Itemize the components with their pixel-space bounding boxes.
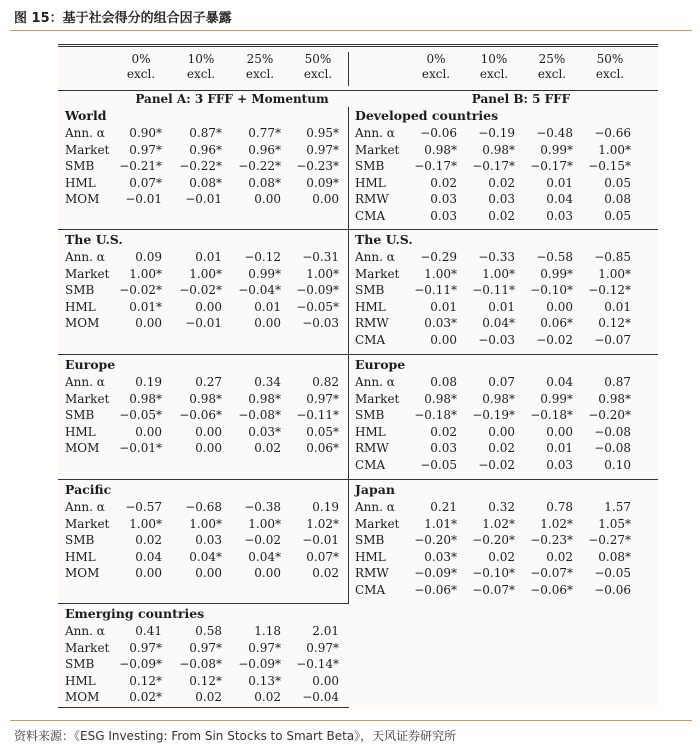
table-cell: 1.00* bbox=[598, 142, 631, 157]
table-cell: 0.12* bbox=[189, 673, 222, 688]
column-header: 50% excl. bbox=[595, 52, 625, 81]
row-label: SMB bbox=[65, 283, 95, 298]
table-cell: 0.87 bbox=[604, 375, 631, 389]
table-cell: 1.00* bbox=[306, 266, 339, 281]
row-label: RMW bbox=[355, 316, 389, 331]
row-label: MOM bbox=[65, 441, 100, 456]
table-cell: 0.98* bbox=[424, 142, 457, 157]
panel-b-title: Panel B: 5 FFF bbox=[471, 92, 571, 106]
region-heading: Developed countries bbox=[355, 108, 499, 123]
table-cell: 0.12* bbox=[598, 316, 631, 331]
row-label: Market bbox=[65, 142, 110, 157]
row-label: HML bbox=[355, 549, 386, 564]
table-cell: −0.08* bbox=[238, 408, 281, 423]
row-label: MOM bbox=[65, 192, 100, 207]
table-cell: 0.00 bbox=[488, 424, 515, 439]
region-heading: World bbox=[65, 108, 107, 123]
column-header: 0% excl. bbox=[421, 52, 451, 81]
table-cell: −0.02* bbox=[119, 283, 162, 298]
table-cell: −0.06 bbox=[420, 126, 457, 140]
column-header: 0% excl. bbox=[126, 52, 156, 81]
table-cell: 0.02 bbox=[488, 441, 515, 456]
table-cell: 0.03* bbox=[424, 549, 457, 564]
table-cell: −0.18* bbox=[530, 408, 573, 423]
table-cell: 0.98* bbox=[189, 391, 222, 406]
row-label: Market bbox=[355, 391, 400, 406]
table-cell: 0.98* bbox=[248, 391, 281, 406]
table-cell: 0.87* bbox=[189, 126, 222, 140]
table-cell: 0.97* bbox=[189, 640, 222, 655]
table-cell: 0.99* bbox=[540, 391, 573, 406]
table-cell: 0.96* bbox=[189, 142, 222, 157]
region-heading: The U.S. bbox=[355, 232, 413, 247]
table-cell: 0.21 bbox=[430, 500, 457, 514]
row-label: Ann. α bbox=[355, 250, 395, 264]
table-cell: 0.04 bbox=[546, 375, 573, 389]
table-cell: 0.00 bbox=[195, 299, 222, 314]
table-rule bbox=[58, 46, 658, 47]
row-label: Ann. α bbox=[355, 375, 395, 389]
region-heading: Europe bbox=[355, 357, 406, 372]
table-cell: 0.02 bbox=[430, 175, 457, 190]
table-cell: 0.00 bbox=[312, 673, 339, 688]
table-cell: 0.77* bbox=[248, 126, 281, 140]
table-cell: 1.00* bbox=[189, 266, 222, 281]
table-cell: −0.19 bbox=[478, 126, 515, 140]
table-cell: 0.02 bbox=[546, 549, 573, 564]
region-heading: Emerging countries bbox=[65, 606, 205, 621]
table-cell: −0.01 bbox=[185, 316, 222, 331]
title-rule bbox=[10, 30, 692, 31]
table-cell: 0.00 bbox=[430, 333, 457, 347]
table-cell: −0.17* bbox=[530, 159, 573, 174]
table-cell: −0.15* bbox=[588, 159, 631, 174]
row-label: RMW bbox=[355, 192, 389, 207]
table-cell: −0.21* bbox=[119, 159, 162, 174]
table-cell: 1.00* bbox=[248, 516, 281, 531]
table-cell: 0.09* bbox=[306, 175, 339, 190]
watermark bbox=[405, 537, 695, 563]
table-cell: −0.06* bbox=[414, 583, 457, 597]
figure-title: 图 15：基于社会得分的组合因子暴露 bbox=[14, 11, 232, 26]
row-label: SMB bbox=[355, 408, 385, 423]
table-cell: 0.01 bbox=[430, 299, 457, 314]
table-cell: 0.01 bbox=[488, 299, 515, 314]
table-cell: −0.23* bbox=[296, 159, 339, 174]
table-cell: −0.12* bbox=[588, 283, 631, 298]
table-cell: −0.11* bbox=[472, 283, 515, 298]
table-cell: −0.22* bbox=[238, 159, 281, 174]
table-cell: 0.58 bbox=[195, 624, 222, 638]
table-rule bbox=[58, 229, 658, 230]
table-cell: −0.12 bbox=[244, 250, 281, 264]
table-cell: −0.02 bbox=[536, 333, 573, 347]
row-label: RMW bbox=[355, 441, 389, 456]
table-cell: −0.85 bbox=[594, 250, 631, 264]
table-cell: 0.97* bbox=[306, 391, 339, 406]
table-cell: 0.99* bbox=[540, 142, 573, 157]
table-cell: 0.02 bbox=[430, 424, 457, 439]
table-cell: 0.08* bbox=[248, 175, 281, 190]
table-cell: −0.01 bbox=[125, 192, 162, 207]
table-cell: 0.02 bbox=[488, 549, 515, 564]
table-cell: −0.05 bbox=[420, 458, 457, 472]
row-label: HML bbox=[65, 424, 96, 439]
table-cell: 0.00 bbox=[254, 566, 281, 581]
row-label: HML bbox=[65, 673, 96, 688]
table-cell: 0.01 bbox=[546, 175, 573, 190]
table-cell: −0.09* bbox=[414, 566, 457, 581]
table-cell: −0.01 bbox=[185, 192, 222, 207]
table-cell: 0.10 bbox=[604, 458, 631, 472]
table-cell: −0.01* bbox=[119, 441, 162, 456]
row-label: SMB bbox=[65, 657, 95, 672]
table-cell: 0.98* bbox=[482, 142, 515, 157]
row-label: Ann. α bbox=[65, 624, 105, 638]
table-cell: −0.07* bbox=[530, 566, 573, 581]
row-label: SMB bbox=[65, 533, 95, 548]
region-heading: The U.S. bbox=[65, 232, 123, 247]
table-cell: −0.09* bbox=[296, 283, 339, 298]
table-cell: 0.07* bbox=[306, 549, 339, 564]
table-cell: 1.00* bbox=[189, 516, 222, 531]
table-cell: 0.03* bbox=[424, 316, 457, 331]
row-label: Market bbox=[65, 391, 110, 406]
table-cell: 0.99* bbox=[540, 266, 573, 281]
table-cell: 0.98* bbox=[598, 391, 631, 406]
row-label: HML bbox=[355, 299, 386, 314]
row-label: Market bbox=[65, 640, 110, 655]
table-cell: −0.06* bbox=[179, 408, 222, 423]
table-cell: 0.00 bbox=[546, 299, 573, 314]
table-cell: 0.05* bbox=[306, 424, 339, 439]
table-cell: 1.18 bbox=[254, 624, 281, 638]
row-label: Ann. α bbox=[355, 126, 395, 140]
table-cell: 0.01 bbox=[254, 299, 281, 314]
table-cell: 0.00 bbox=[312, 192, 339, 207]
table-cell: 0.07* bbox=[129, 175, 162, 190]
row-label: SMB bbox=[65, 159, 95, 174]
row-label: Ann. α bbox=[65, 375, 105, 389]
table-cell: −0.03 bbox=[478, 333, 515, 347]
table-cell: −0.01 bbox=[302, 533, 339, 548]
table-cell: −0.02 bbox=[478, 458, 515, 472]
column-header: 25% excl. bbox=[537, 52, 567, 81]
table-cell: −0.27* bbox=[588, 533, 631, 548]
table-cell: 0.00 bbox=[135, 566, 162, 581]
row-label: MOM bbox=[65, 566, 100, 581]
row-label: HML bbox=[65, 299, 96, 314]
table-cell: −0.07 bbox=[594, 333, 631, 347]
table-cell: −0.11* bbox=[414, 283, 457, 298]
table-cell: −0.03 bbox=[302, 316, 339, 331]
row-label: HML bbox=[355, 175, 386, 190]
source-rule bbox=[10, 720, 692, 721]
table-cell: 0.04* bbox=[248, 549, 281, 564]
table-cell: 0.97* bbox=[306, 640, 339, 655]
row-label: Ann. α bbox=[65, 250, 105, 264]
row-label: Ann. α bbox=[65, 500, 105, 514]
table-cell: −0.02 bbox=[244, 533, 281, 548]
table-cell: 1.02* bbox=[482, 516, 515, 531]
table-cell: −0.10* bbox=[530, 283, 573, 298]
row-label: MOM bbox=[65, 690, 100, 705]
table-cell: −0.17* bbox=[472, 159, 515, 174]
table-cell: 0.97* bbox=[248, 640, 281, 655]
row-label: Ann. α bbox=[65, 126, 105, 140]
table-cell: 0.98* bbox=[129, 391, 162, 406]
table-cell: −0.14* bbox=[296, 657, 339, 672]
column-header: 10% excl. bbox=[479, 52, 509, 81]
table-cell: 0.00 bbox=[254, 192, 281, 207]
panel-divider bbox=[348, 52, 349, 86]
table-rule bbox=[58, 479, 658, 480]
table-cell: 0.08* bbox=[189, 175, 222, 190]
table-cell: −0.07* bbox=[472, 583, 515, 597]
row-label: SMB bbox=[65, 408, 95, 423]
table-cell: 0.19 bbox=[135, 375, 162, 389]
row-label: SMB bbox=[355, 283, 385, 298]
region-heading: Pacific bbox=[65, 482, 112, 497]
table-cell: −0.08 bbox=[594, 424, 631, 439]
table-cell: 0.97* bbox=[129, 142, 162, 157]
column-header: 25% excl. bbox=[245, 52, 275, 81]
table-cell: −0.05* bbox=[119, 408, 162, 423]
table-cell: −0.22* bbox=[179, 159, 222, 174]
panel-divider bbox=[348, 107, 349, 603]
table-cell: 0.02 bbox=[312, 566, 339, 581]
figure-source: 资料来源：《ESG Investing: From Sin Stocks to Smart Beta》，天风证券研究所 bbox=[14, 729, 457, 743]
table-cell: −0.09* bbox=[119, 657, 162, 672]
table-cell: −0.11* bbox=[296, 408, 339, 423]
row-label: Market bbox=[355, 266, 400, 281]
table-cell: −0.02* bbox=[179, 283, 222, 298]
table-cell: 0.05 bbox=[604, 209, 631, 223]
table-cell: 1.01* bbox=[424, 516, 457, 531]
table-cell: 0.03 bbox=[488, 192, 515, 207]
table-cell: −0.68 bbox=[185, 500, 222, 514]
table-cell: 0.08 bbox=[430, 375, 457, 389]
panel-a-title: Panel A: 3 FFF + Momentum bbox=[135, 92, 329, 106]
table-rule bbox=[58, 44, 658, 45]
table-cell: −0.04 bbox=[302, 690, 339, 705]
row-label: MOM bbox=[65, 316, 100, 331]
table-cell: 0.13* bbox=[248, 673, 281, 688]
table-cell: 0.03* bbox=[248, 424, 281, 439]
table-cell: −0.33 bbox=[478, 250, 515, 264]
table-cell: −0.08 bbox=[594, 441, 631, 456]
table-cell: −0.04* bbox=[238, 283, 281, 298]
table-cell: 0.90* bbox=[129, 126, 162, 140]
table-cell: 0.02 bbox=[254, 441, 281, 456]
table-cell: 0.02* bbox=[129, 690, 162, 705]
table-cell: 0.02 bbox=[254, 690, 281, 705]
table-cell: 1.00* bbox=[598, 266, 631, 281]
table-cell: 0.03 bbox=[430, 192, 457, 207]
table-cell: 0.01 bbox=[195, 250, 222, 264]
table-cell: 0.97* bbox=[129, 640, 162, 655]
table-cell: 0.01* bbox=[129, 299, 162, 314]
row-label: RMW bbox=[355, 566, 389, 581]
table-cell: 0.09 bbox=[135, 250, 162, 264]
table-cell: −0.48 bbox=[536, 126, 573, 140]
column-header: 10% excl. bbox=[186, 52, 216, 81]
table-cell: 0.78 bbox=[546, 500, 573, 514]
row-label: Market bbox=[65, 266, 110, 281]
table-cell: −0.05 bbox=[594, 566, 631, 581]
table-cell: 0.34 bbox=[254, 375, 281, 389]
table-cell: 0.00 bbox=[254, 316, 281, 331]
table-cell: 0.00 bbox=[135, 316, 162, 331]
table-cell: −0.38 bbox=[244, 500, 281, 514]
table-cell: 0.00 bbox=[195, 566, 222, 581]
table-cell: 0.41 bbox=[135, 624, 162, 638]
table-cell: 0.03 bbox=[430, 209, 457, 223]
region-heading: Europe bbox=[65, 357, 116, 372]
table-cell: −0.20* bbox=[414, 533, 457, 548]
table-cell: 0.00 bbox=[195, 424, 222, 439]
table-cell: 0.32 bbox=[488, 500, 515, 514]
table-cell: 0.82 bbox=[312, 375, 339, 389]
table-cell: 0.95* bbox=[306, 126, 339, 140]
table-cell: 1.00* bbox=[424, 266, 457, 281]
table-cell: 0.02 bbox=[135, 533, 162, 548]
table-cell: 1.00* bbox=[129, 516, 162, 531]
table-cell: 0.05 bbox=[604, 175, 631, 190]
table-cell: 0.99* bbox=[248, 266, 281, 281]
table-rule bbox=[58, 707, 349, 708]
table-cell: 2.01 bbox=[312, 624, 339, 638]
table-cell: 0.06* bbox=[540, 316, 573, 331]
table-cell: −0.57 bbox=[125, 500, 162, 514]
table-cell: −0.31 bbox=[302, 250, 339, 264]
region-heading: Japan bbox=[355, 482, 395, 497]
table-cell: 1.57 bbox=[604, 500, 631, 514]
table-cell: −0.58 bbox=[536, 250, 573, 264]
table-cell: −0.06 bbox=[594, 583, 631, 597]
row-label: HML bbox=[65, 175, 96, 190]
table-cell: 0.02 bbox=[195, 690, 222, 705]
table-cell: 0.98* bbox=[482, 391, 515, 406]
row-label: HML bbox=[355, 424, 386, 439]
row-label: Market bbox=[65, 516, 110, 531]
table-cell: 0.03 bbox=[195, 533, 222, 548]
table-cell: 0.02 bbox=[488, 209, 515, 223]
row-label: CMA bbox=[355, 583, 386, 597]
table-cell: 0.12* bbox=[129, 673, 162, 688]
table-cell: 0.97* bbox=[306, 142, 339, 157]
table-cell: −0.08* bbox=[179, 657, 222, 672]
table-cell: 0.19 bbox=[312, 500, 339, 514]
row-label: SMB bbox=[355, 159, 385, 174]
row-label: Market bbox=[355, 516, 400, 531]
column-header: 50% excl. bbox=[303, 52, 333, 81]
table-cell: −0.17* bbox=[414, 159, 457, 174]
table-rule bbox=[58, 603, 349, 604]
table-cell: 0.06* bbox=[306, 441, 339, 456]
table-cell: 0.00 bbox=[195, 441, 222, 456]
table-cell: 0.00 bbox=[546, 424, 573, 439]
table-cell: −0.09* bbox=[238, 657, 281, 672]
row-label: CMA bbox=[355, 333, 386, 347]
row-label: HML bbox=[65, 549, 96, 564]
table-cell: 0.01 bbox=[546, 441, 573, 456]
table-cell: −0.29 bbox=[420, 250, 457, 264]
table-cell: −0.20* bbox=[472, 533, 515, 548]
table-cell: 0.04* bbox=[189, 549, 222, 564]
table-cell: 0.03 bbox=[546, 209, 573, 223]
row-label: SMB bbox=[355, 533, 385, 548]
table-cell: −0.19* bbox=[472, 408, 515, 423]
table-cell: 0.96* bbox=[248, 142, 281, 157]
table-cell: 0.04 bbox=[135, 549, 162, 564]
table-cell: 0.07 bbox=[488, 375, 515, 389]
table-cell: 0.08* bbox=[598, 549, 631, 564]
table-cell: 1.00* bbox=[482, 266, 515, 281]
table-cell: 0.04 bbox=[546, 192, 573, 207]
table-cell: −0.05* bbox=[296, 299, 339, 314]
table-cell: 0.03 bbox=[546, 458, 573, 472]
table-cell: −0.06* bbox=[530, 583, 573, 597]
table-cell: −0.23* bbox=[530, 533, 573, 548]
table-cell: 0.02 bbox=[488, 175, 515, 190]
table-cell: 0.08 bbox=[604, 192, 631, 207]
table-cell: −0.20* bbox=[588, 408, 631, 423]
table-rule bbox=[58, 354, 658, 355]
table-cell: 1.02* bbox=[306, 516, 339, 531]
table-cell: 0.03 bbox=[430, 441, 457, 456]
row-label: CMA bbox=[355, 458, 386, 472]
table-cell: −0.18* bbox=[414, 408, 457, 423]
row-label: Ann. α bbox=[355, 500, 395, 514]
row-label: Market bbox=[355, 142, 400, 157]
table-cell: 0.00 bbox=[135, 424, 162, 439]
table-cell: 1.02* bbox=[540, 516, 573, 531]
table-cell: 0.27 bbox=[195, 375, 222, 389]
table-cell: 1.05* bbox=[598, 516, 631, 531]
table-cell: 0.01 bbox=[604, 299, 631, 314]
table-cell: 0.98* bbox=[424, 391, 457, 406]
table-cell: −0.10* bbox=[472, 566, 515, 581]
table-cell: 1.00* bbox=[129, 266, 162, 281]
table-cell: −0.66 bbox=[594, 126, 631, 140]
row-label: CMA bbox=[355, 209, 386, 223]
table-cell: 0.04* bbox=[482, 316, 515, 331]
